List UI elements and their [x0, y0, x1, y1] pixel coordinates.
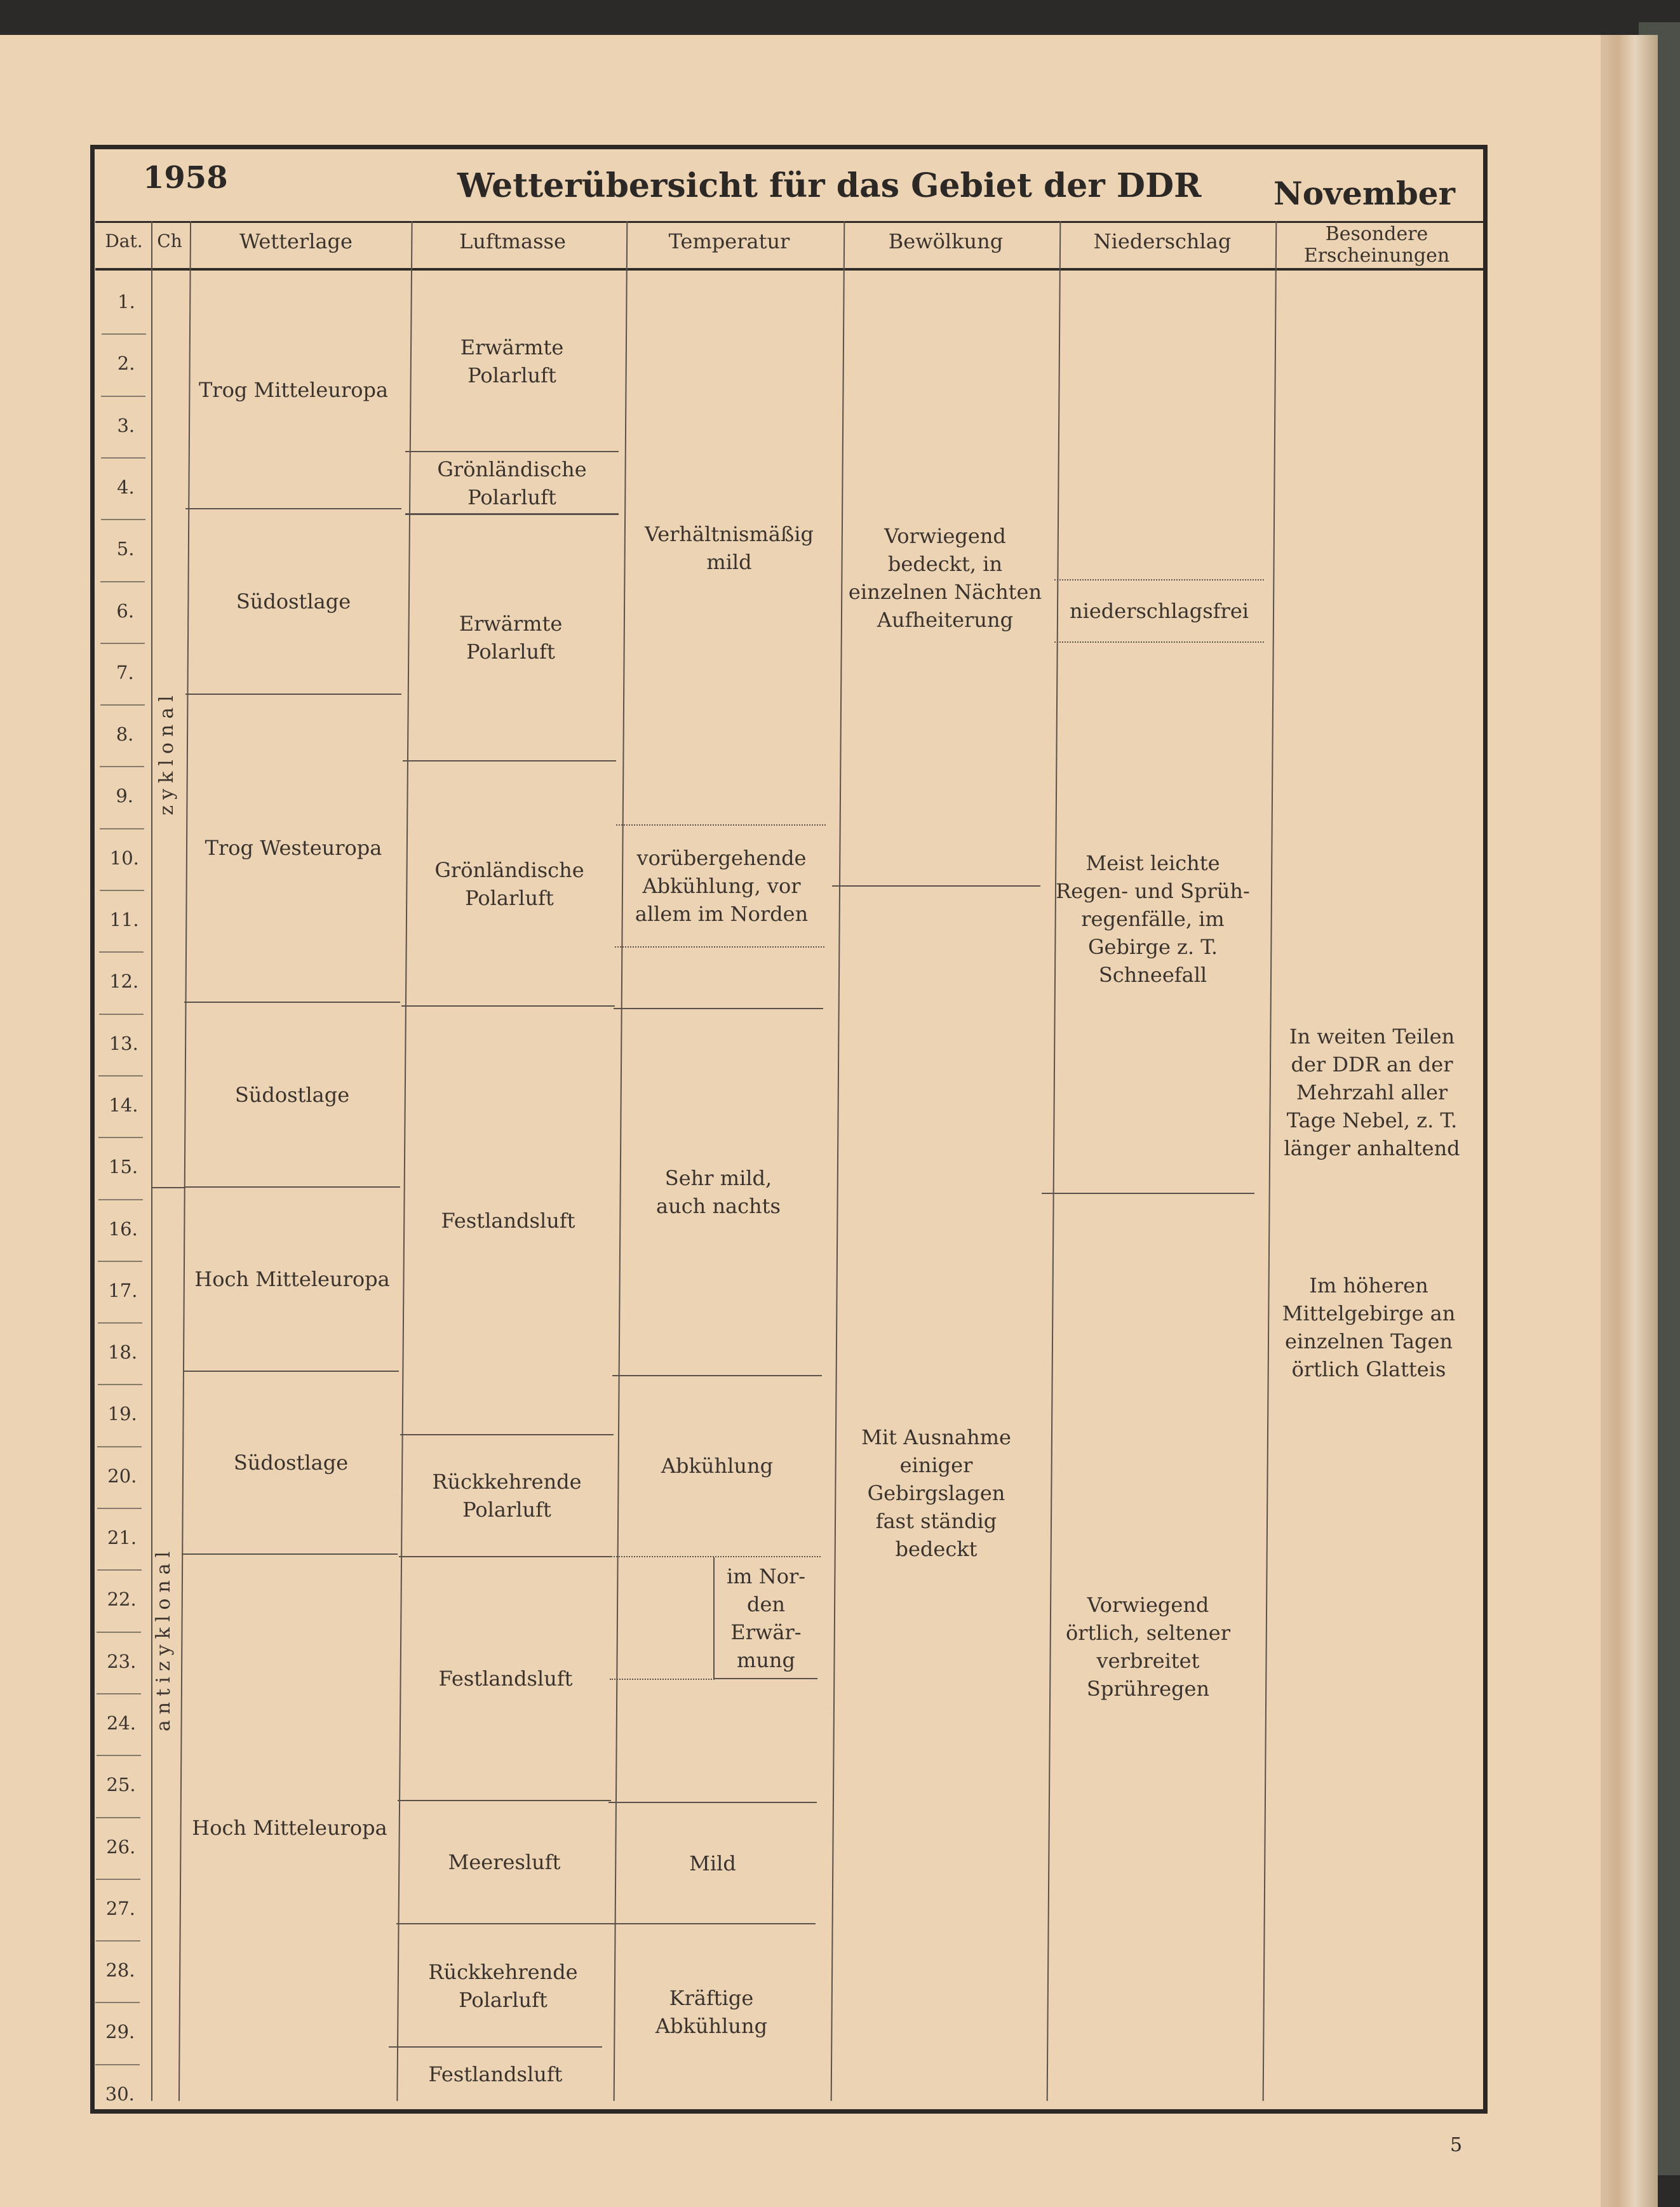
- luftmasse-cell: Grönländische Polarluft: [437, 457, 587, 509]
- col-head-besondere-line2: Erscheinungen: [1303, 245, 1450, 267]
- day-row-rule: [98, 1322, 142, 1324]
- niederschlag-cell: Meist leichte Regen- und Sprüh- regenfälle, im Gebirge z. T. Schneefall: [1056, 851, 1250, 987]
- character-divider: [151, 1187, 185, 1188]
- day-row-rule: [95, 2064, 140, 2065]
- wetterlage-cell: Hoch Mitteleuropa: [192, 1816, 387, 1840]
- day-row-rule: [99, 951, 144, 953]
- character-zyklonal: zyklonal: [156, 690, 178, 815]
- besondere-cell: Im höheren Mittelgebirge an einzelnen Tagen örtlich Glatteis: [1282, 1273, 1456, 1381]
- day-number: 13.: [109, 1032, 138, 1054]
- bewoelkung-cell: Vorwiegend bedeckt, in einzelnen Nächten Aufheiterung: [848, 524, 1042, 632]
- day-row-rule: [101, 519, 145, 520]
- day-number: 11.: [109, 909, 139, 930]
- day-row-rule: [100, 643, 145, 644]
- day-number: 17.: [108, 1279, 138, 1301]
- wetterlage-cell: Hoch Mitteleuropa: [194, 1267, 390, 1291]
- day-number: 10.: [109, 847, 139, 869]
- niederschlag-cell: niederschlagsfrei: [1070, 599, 1249, 623]
- temperatur-cell: Sehr mild, auch nachts: [656, 1166, 781, 1218]
- day-number: 24.: [106, 1712, 136, 1734]
- day-row-rule: [97, 1508, 142, 1509]
- day-number: 28.: [105, 1959, 135, 1982]
- day-row-rule: [98, 1137, 143, 1138]
- day-number: 23.: [107, 1650, 137, 1672]
- row-rule: [713, 1678, 817, 1679]
- year-label: 1958: [143, 160, 228, 196]
- month-label: November: [1273, 175, 1455, 212]
- day-number: 2.: [117, 352, 135, 375]
- luftmasse-cell: Festlandsluft: [441, 1209, 575, 1233]
- day-row-rule: [102, 333, 146, 335]
- page-title: Wetterübersicht für das Gebiet der DDR: [457, 166, 1202, 205]
- col-head-besondere: [1270, 224, 1483, 268]
- temperatur-cell: Verhältnismäßig mild: [645, 522, 814, 574]
- day-row-rule: [97, 1632, 141, 1633]
- day-row-rule: [96, 1817, 140, 1818]
- day-number: 4.: [117, 476, 135, 498]
- day-number: 16.: [108, 1218, 138, 1240]
- col-head-temperatur: Temperatur: [668, 229, 790, 253]
- col-head-wetterlage: Wetterlage: [239, 229, 353, 253]
- day-number: 14.: [109, 1094, 138, 1116]
- day-row-rule: [96, 1940, 140, 1942]
- day-number: 29.: [105, 2021, 135, 2043]
- day-row-rule: [95, 2002, 140, 2003]
- col-head-luftmasse: Luftmasse: [459, 229, 566, 253]
- day-number: 22.: [107, 1588, 137, 1611]
- day-row-rule: [100, 890, 144, 891]
- luftmasse-cell: Rückkehrende Polarluft: [428, 1960, 578, 2012]
- day-number: 5.: [116, 538, 135, 560]
- col-head-dat: Dat.: [105, 231, 143, 252]
- character-antizyklonal: antizyklonal: [152, 1545, 175, 1732]
- day-number: 1.: [118, 291, 135, 312]
- besondere-cell: In weiten Teilen der DDR an der Mehrzahl aller Tage Nebel, z. T. länger anhaltend: [1284, 1024, 1460, 1160]
- day-number: 27.: [105, 1897, 135, 1919]
- col-head-ch: Ch: [157, 231, 182, 252]
- wetterlage-cell: Trog Mitteleuropa: [198, 378, 389, 402]
- wetterlage-cell: Südostlage: [233, 1451, 349, 1475]
- wetterlage-cell: Südostlage: [236, 589, 351, 614]
- day-number: 21.: [107, 1527, 137, 1548]
- day-row-rule: [98, 1075, 143, 1077]
- day-row-rule: [98, 1261, 142, 1262]
- day-number: 9.: [116, 785, 134, 807]
- luftmasse-cell: Grönländische Polarluft: [434, 858, 584, 910]
- wetterlage-cell: Trog Westeuropa: [205, 836, 382, 860]
- day-row-rule: [99, 1014, 144, 1015]
- day-row-rule: [101, 457, 145, 459]
- day-row-rule: [100, 704, 145, 706]
- luftmasse-cell: Rückkehrende Polarluft: [432, 1470, 582, 1522]
- day-row-rule: [96, 1879, 140, 1880]
- day-number: 19.: [107, 1403, 137, 1425]
- row-rule: [610, 1679, 715, 1680]
- page-number: 5: [1450, 2134, 1463, 2156]
- bewoelkung-cell: Mit Ausnahme einiger Gebirgslagen fast ständig bedeckt: [861, 1425, 1011, 1561]
- day-row-rule: [101, 396, 145, 397]
- temperatur-cell: Kräftige Abkühlung: [655, 1986, 768, 2038]
- day-number: 18.: [107, 1341, 138, 1364]
- day-number: 12.: [109, 970, 139, 993]
- day-row-rule: [98, 1199, 143, 1200]
- luftmasse-cell: Festlandsluft: [428, 2062, 563, 2086]
- day-row-rule: [98, 1384, 142, 1385]
- day-row-rule: [97, 1446, 142, 1447]
- col-rule-dat: [151, 221, 152, 2101]
- day-row-rule: [100, 581, 145, 582]
- temperatur-subcell: im Nor- den Erwär- mung: [726, 1564, 806, 1672]
- luftmasse-cell: Erwärmte Polarluft: [459, 612, 563, 664]
- day-number: 20.: [107, 1465, 137, 1487]
- luftmasse-cell: Festlandsluft: [438, 1667, 573, 1691]
- temperatur-cell: Mild: [689, 1851, 736, 1875]
- col-head-bewoelkung: Bewölkung: [888, 229, 1004, 253]
- day-number: 15.: [109, 1156, 138, 1178]
- day-row-rule: [97, 1569, 142, 1571]
- temperatur-cell: Abkühlung: [661, 1454, 774, 1478]
- day-number: 3.: [117, 414, 135, 436]
- day-row-rule: [100, 766, 144, 767]
- day-number: 8.: [116, 723, 134, 746]
- day-row-rule: [97, 1693, 141, 1694]
- day-number: 30.: [105, 2083, 135, 2105]
- day-number: 26.: [106, 1835, 136, 1858]
- col-head-besondere-line1: Besondere: [1325, 223, 1428, 245]
- day-number: 6.: [116, 600, 135, 622]
- page-stack-edge: [1601, 35, 1658, 2207]
- wetterlage-cell: Südostlage: [234, 1083, 350, 1107]
- temperatur-cell: vorübergehende Abkühlung, vor allem im Norden: [635, 846, 809, 926]
- day-row-rule: [97, 1755, 141, 1756]
- day-number: 25.: [106, 1774, 136, 1796]
- day-number: 7.: [116, 661, 134, 683]
- day-row-rule: [100, 828, 144, 829]
- col-head-niederschlag: Niederschlag: [1093, 229, 1232, 253]
- niederschlag-cell: Vorwiegend örtlich, seltener verbreitet Sprühregen: [1066, 1593, 1230, 1701]
- luftmasse-cell: Meeresluft: [448, 1850, 561, 1874]
- row-rule: [615, 946, 824, 948]
- luftmasse-cell: Erwärmte Polarluft: [460, 335, 564, 387]
